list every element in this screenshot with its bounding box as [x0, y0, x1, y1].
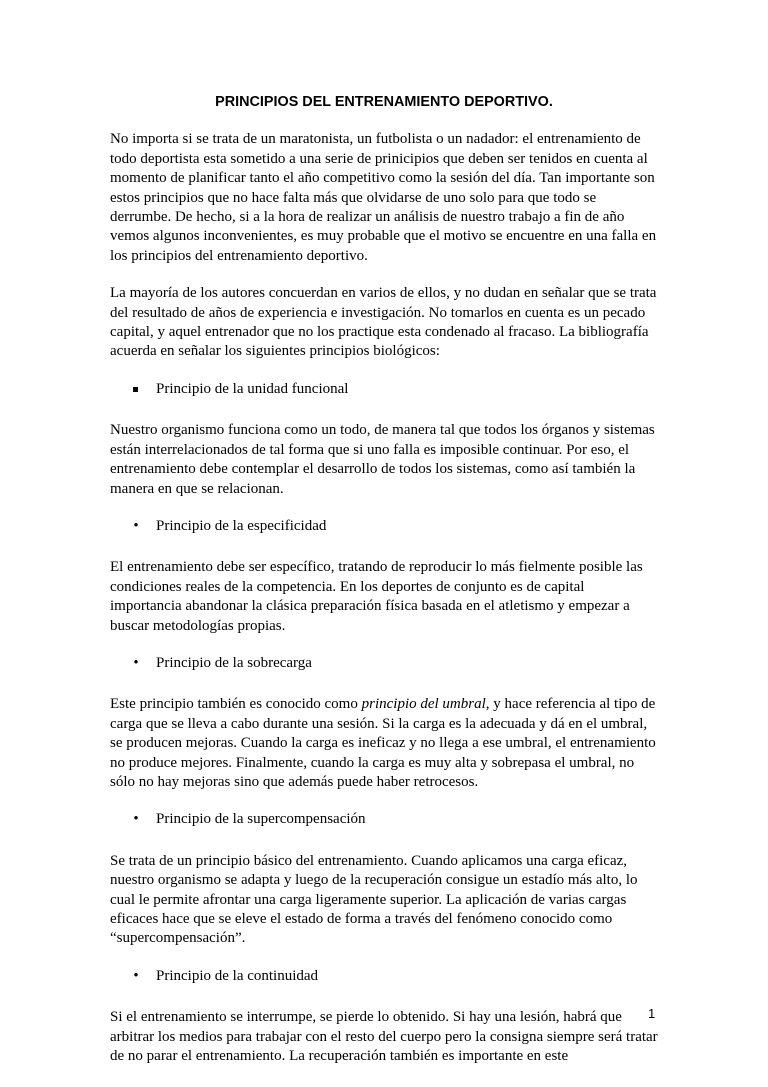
round-bullet-icon: •: [133, 654, 139, 671]
bullet-item-sobrecarga: [110, 654, 658, 673]
paragraph-especificidad: El entrenamiento debe ser específico, tratando de reproducir lo más fielmente posible las condiciones reales de la competencia. En los deportes de conjunto es de capital importancia abandonar la clásica preparación física basada en el atletismo y empezar a buscar metodologías propias.: [110, 559, 643, 634]
bullet-label: Principio de la sobrecarga: [156, 654, 312, 671]
sobrecarga-text-end: , y hace referencia al tipo de carga que se lleva a cabo durante una sesión. Si la carga es la adecuada y dá en el umbral, se producen mejoras. Cuando la carga es ineficaz y no llega a ese umbral, el entrenamiento no produce mejores. Finalmente, cuando la carga es muy alta y sobrepasa el umbral, no sólo no hay mejoras sino que además puede haber retrocesos.: [110, 696, 656, 790]
paragraph-continuidad: Si el entrenamiento se interrumpe, se pierde lo obtenido. Si hay una lesión, habrá que arbitrar los medios para trabajar con el resto del cuerpo pero la consigna siempre será tratar de no parar el entrenamiento. La recuperación también es importante en este: [110, 1009, 658, 1065]
round-bullet-icon: •: [133, 517, 139, 534]
paragraph-sobrecarga: [110, 695, 658, 792]
bullet-item-unidad: [110, 380, 658, 399]
document-title: PRINCIPIOS DEL ENTRENAMIENTO DEPORTIVO.: [215, 94, 553, 110]
paragraph-intro: No importa si se trata de un maratonista, un futbolista o un nadador: el entrenamiento de todo deportista esta sometido a una serie de prinicipios que deben ser tenidos en cuenta al momento de planificar tanto el año competitivo como la sesión del día. Tan importante son estos principios que no hace falta más que olvidarse de uno solo para que todo se derrumbe. De hecho, si a la hora de realizar un análisis de nuestro trabajo a fin de año vemos algunos inconvenientes, es muy probable que el motivo se encuentre en una falla en los principios del entrenamiento deportivo.: [110, 131, 657, 264]
sobrecarga-text-start: Este principio también es conocido como: [110, 696, 362, 713]
bullet-label: Principio de la supercompensación: [156, 811, 366, 828]
document-body: [110, 93, 658, 1084]
sobrecarga-italic-term: principio del umbral: [361, 696, 486, 713]
bullet-item-supercompensacion: [110, 810, 658, 829]
round-bullet-icon: •: [133, 811, 139, 828]
paragraph-supercompensacion: Se trata de un principio básico del entrenamiento. Cuando aplicamos una carga eficaz, nuestro organismo se adapta y luego de la recuperación consigue un estadío más alto, lo cual le permite afrontar una carga ligeramente superior. La aplicación de varias cargas eficaces hace que se eleve el estado de forma a través del fenómeno conocido como “supercompensación”.: [110, 852, 638, 947]
bullet-label: Principio de la continuidad: [156, 967, 319, 984]
round-bullet-icon: •: [133, 967, 139, 984]
bullet-label: Principio de la unidad funcional: [156, 380, 349, 397]
bullet-item-continuidad: [110, 967, 658, 986]
bullet-item-especificidad: [110, 517, 658, 536]
paragraph-unidad: Nuestro organismo funciona como un todo, de manera tal que todos los órganos y sistemas están interrelacionados de tal forma que si uno falla es imposible continuar. Por eso, el entrenamiento debe contemplar el desarrollo de todos los sistemas, como así también la manera en que se relacionan.: [110, 422, 655, 497]
page-number: 1: [648, 1006, 656, 1021]
paragraph-authors: La mayoría de los autores concuerdan en varios de ellos, y no dudan en señalar que se trata del resultado de años de experiencia e investigación. No tomarlos en cuenta es un pecado capital, y aquel entrenador que no los practique esta condenado al fracaso. La bibliografía acuerda en señalar los siguientes principios biológicos:: [110, 285, 657, 360]
square-bullet-icon: [133, 387, 138, 392]
bullet-label: Principio de la especificidad: [156, 517, 327, 534]
